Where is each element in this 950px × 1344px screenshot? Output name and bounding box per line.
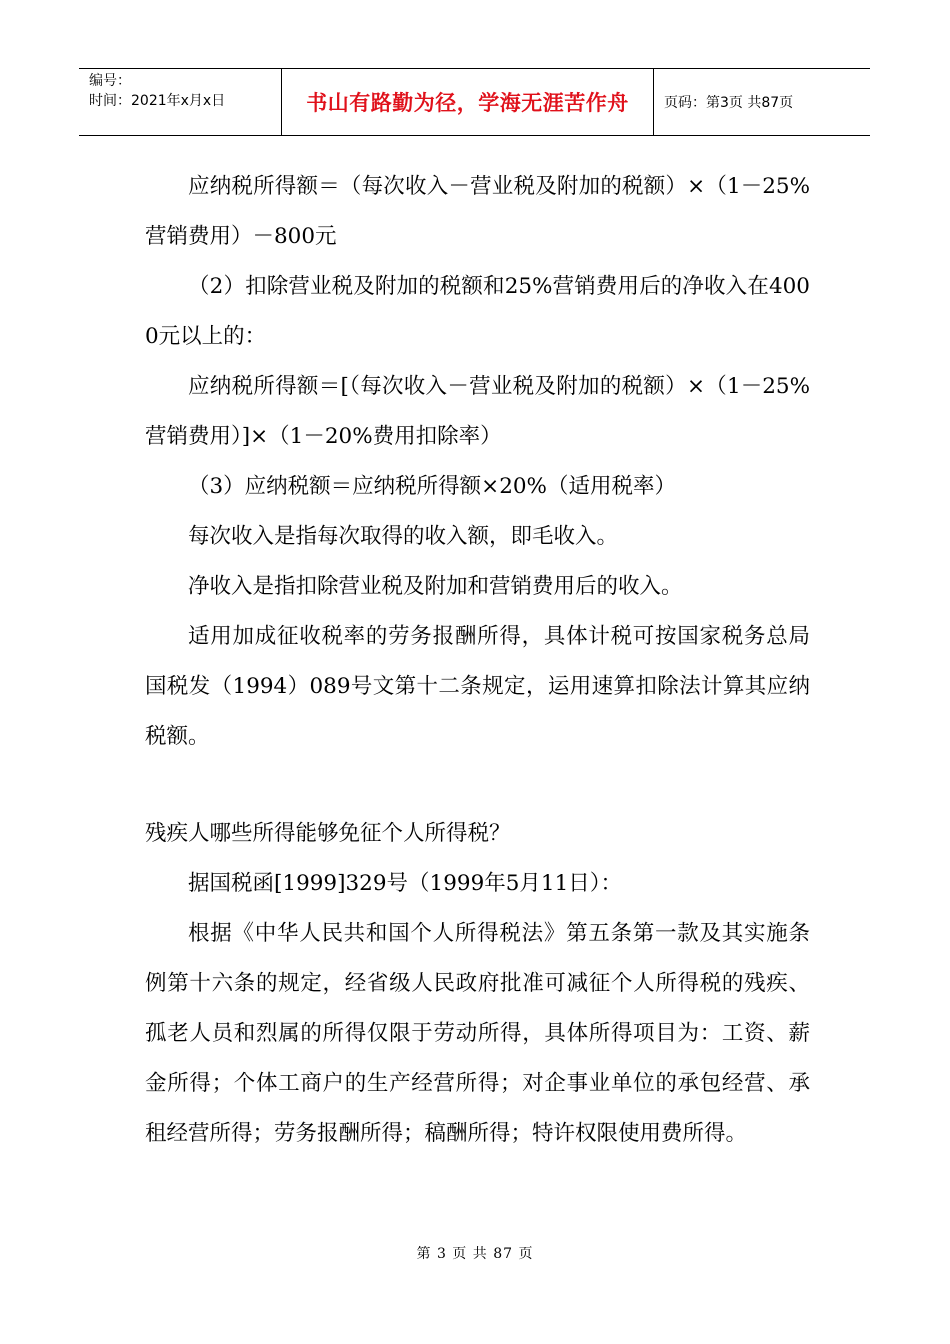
page-header bbox=[79, 68, 870, 136]
document-date-label: 时间：2021年x月x日 bbox=[89, 93, 226, 109]
header-page-info: 页码：第3页 共87页 bbox=[664, 95, 794, 111]
header-info-cell bbox=[79, 69, 282, 135]
paragraph-taxable-income-formula-2: 应纳税所得额＝[（每次收入－营业税及附加的税额）×（1－25%营销费用）]×（1－20%费用扣除率） bbox=[145, 374, 810, 449]
document-body bbox=[145, 162, 810, 1159]
header-motto: 书山有路勤为径，学海无涯苦作舟 bbox=[306, 91, 629, 115]
paragraph-surcharge-rule: 适用加成征收税率的劳务报酬所得，具体计税可按国家税务总局国税发（1994）089号文第十二条规定，运用速算扣除法计算其应纳税额。 bbox=[145, 624, 810, 749]
paragraph-legal-reference: 据国税函[1999]329号（1999年5月11日）： bbox=[188, 871, 623, 896]
paragraph-exemption-scope: 根据《中华人民共和国个人所得税法》第五条第一款及其实施条例第十六条的规定，经省级人民政府批准可减征个人所得税的残疾、孤老人员和烈属的所得仅限于劳动所得，具体所得项目为：工资、薪金所得；个体工商户的生产经营所得；对企事业单位的承包经营、承租经营所得；劳务报酬所得；稿酬所得；特许权限使用费所得。 bbox=[145, 921, 810, 1146]
paragraph-taxable-income-formula-1: 应纳税所得额＝（每次收入－营业税及附加的税额）×（1－25%营销费用）－800元 bbox=[145, 174, 810, 249]
paragraph-item-2: （2）扣除营业税及附加的税额和25%营销费用后的净收入在4000元以上的： bbox=[145, 274, 810, 349]
document-number-label: 编号： bbox=[89, 73, 131, 89]
paragraph-item-3: （3）应纳税额＝应纳税所得额×20%（适用税率） bbox=[188, 474, 676, 499]
header-motto-cell bbox=[282, 69, 654, 135]
paragraph-net-income-definition: 净收入是指扣除营业税及附加和营销费用后的收入。 bbox=[188, 574, 683, 599]
header-page-cell bbox=[654, 69, 870, 135]
section-heading-disabled-exemption: 残疾人哪些所得能够免征个人所得税？ bbox=[145, 821, 511, 846]
paragraph-gross-income-definition: 每次收入是指每次取得的收入额，即毛收入。 bbox=[188, 524, 619, 549]
page-footer: 第 3 页 共 87 页 bbox=[416, 1246, 534, 1262]
paragraph-spacer bbox=[145, 762, 810, 809]
